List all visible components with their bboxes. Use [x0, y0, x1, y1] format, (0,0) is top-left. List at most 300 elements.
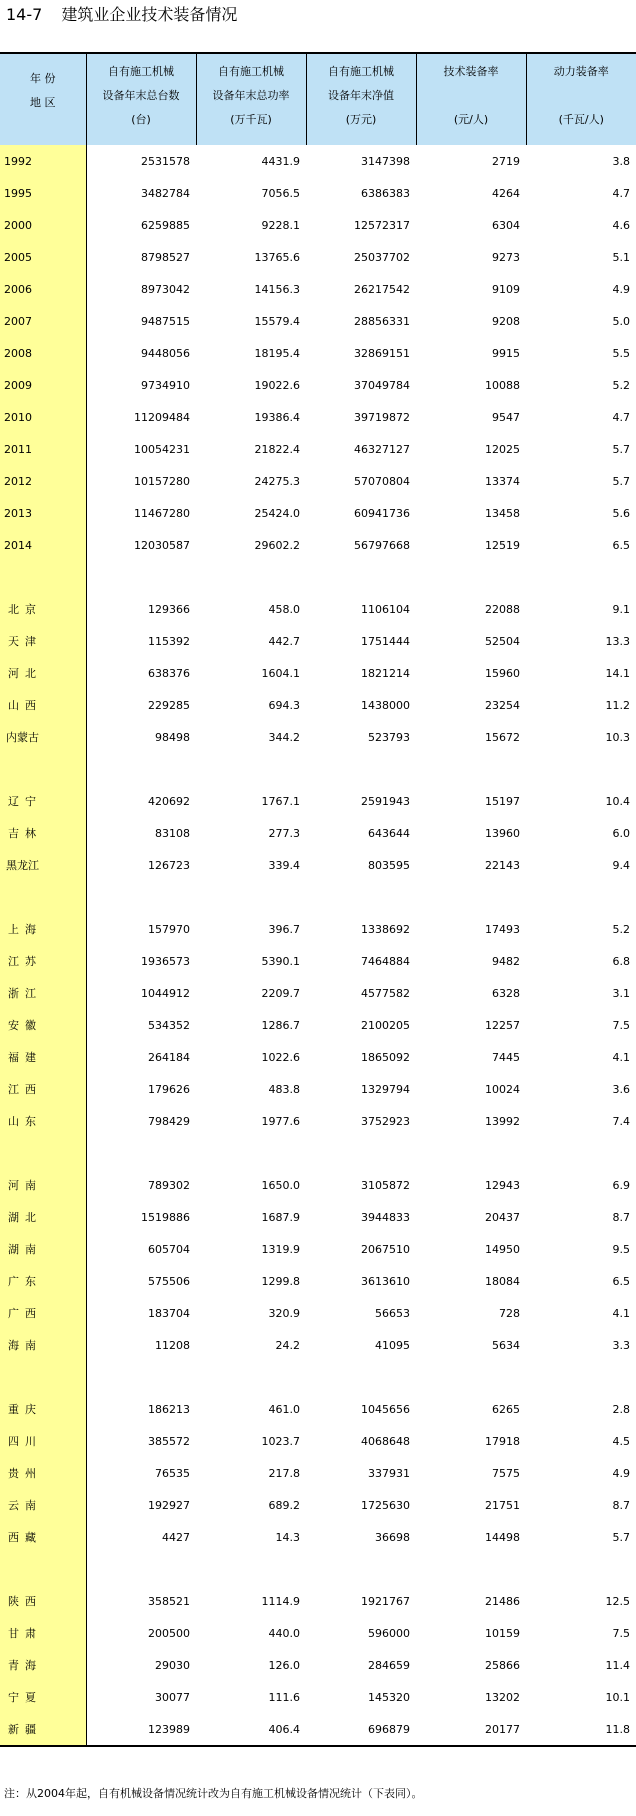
cell-power-rate: 9.1 [612, 602, 630, 616]
table-row [0, 1521, 636, 1553]
cell-machine-power: 5390.1 [261, 954, 300, 968]
cell-machine-power: 1687.9 [261, 1210, 300, 1224]
cell-machine-power: 15579.4 [254, 314, 300, 328]
cell-net-value: 60941736 [354, 506, 410, 520]
cell-machine-power: 19386.4 [254, 410, 300, 424]
cell-machine-count: 4427 [162, 1530, 190, 1544]
cell-tech-rate: 9482 [492, 954, 520, 968]
cell-machine-count: 9448056 [141, 346, 190, 360]
cell-machine-count: 123989 [148, 1722, 190, 1736]
equipment-table-container [0, 52, 636, 1747]
header-line: 自有施工机械 [218, 65, 284, 78]
cell-net-value: 523793 [368, 730, 410, 744]
table-row [0, 1393, 636, 1425]
cell-machine-power: 689.2 [268, 1498, 300, 1512]
row-region-label: 江苏 [0, 945, 86, 977]
cell-net-value: 2100205 [361, 1018, 410, 1032]
cell-net-value: 41095 [375, 1338, 410, 1352]
spacer-cell [86, 753, 636, 785]
cell-net-value: 803595 [368, 858, 410, 872]
table-row [0, 1009, 636, 1041]
header-power-equipment-rate [526, 53, 636, 145]
cell-power-rate: 8.7 [612, 1210, 630, 1224]
cell-tech-rate: 14498 [485, 1530, 520, 1544]
cell-tech-rate: 12519 [485, 538, 520, 552]
cell-machine-count: 1044912 [141, 986, 190, 1000]
spacer-cell [86, 1553, 636, 1585]
cell-power-rate: 10.3 [605, 730, 630, 744]
row-region-label: 黑龙江 [0, 849, 86, 881]
cell-tech-rate: 13458 [485, 506, 520, 520]
cell-tech-rate: 23254 [485, 698, 520, 712]
cell-machine-count: 798429 [148, 1114, 190, 1128]
table-row [0, 1585, 636, 1617]
cell-power-rate: 5.2 [612, 378, 630, 392]
row-region-label: 山东 [0, 1105, 86, 1137]
cell-machine-count: 2531578 [141, 154, 190, 168]
cell-machine-power: 1977.6 [261, 1114, 300, 1128]
cell-machine-count: 126723 [148, 858, 190, 872]
cell-machine-power: 14.3 [275, 1530, 300, 1544]
cell-power-rate: 5.7 [612, 442, 630, 456]
equipment-table [0, 52, 636, 1747]
cell-power-rate: 3.3 [612, 1338, 630, 1352]
row-region-label: 广东 [0, 1265, 86, 1297]
cell-power-rate: 6.9 [612, 1178, 630, 1192]
header-tech-equipment-rate [416, 53, 526, 145]
cell-tech-rate: 17493 [485, 922, 520, 936]
table-spacer-row [0, 1553, 636, 1585]
cell-machine-count: 200500 [148, 1626, 190, 1640]
cell-power-rate: 9.5 [612, 1242, 630, 1256]
cell-machine-power: 406.4 [268, 1722, 300, 1736]
cell-machine-count: 6259885 [141, 218, 190, 232]
cell-machine-count: 420692 [148, 794, 190, 808]
header-unit: (千瓦/人) [558, 113, 604, 126]
cell-net-value: 1338692 [361, 922, 410, 936]
header-region-label: 地 区 [30, 96, 56, 109]
cell-power-rate: 4.6 [612, 218, 630, 232]
cell-tech-rate: 9915 [492, 346, 520, 360]
cell-net-value: 3147398 [361, 154, 410, 168]
header-year-region [0, 53, 86, 145]
row-region-label: 新疆 [0, 1713, 86, 1746]
cell-machine-power: 24275.3 [254, 474, 300, 488]
cell-power-rate: 5.0 [612, 314, 630, 328]
cell-power-rate: 11.2 [605, 698, 630, 712]
cell-tech-rate: 14950 [485, 1242, 520, 1256]
row-year-label: 2013 [0, 497, 86, 529]
cell-machine-count: 9734910 [141, 378, 190, 392]
cell-net-value: 56653 [375, 1306, 410, 1320]
table-row [0, 465, 636, 497]
table-row [0, 785, 636, 817]
cell-tech-rate: 13992 [485, 1114, 520, 1128]
header-unit: (台) [131, 113, 151, 126]
header-line: 设备年末总台数 [102, 89, 180, 102]
table-row [0, 305, 636, 337]
cell-tech-rate: 7575 [492, 1466, 520, 1480]
table-row [0, 369, 636, 401]
cell-machine-count: 29030 [155, 1658, 190, 1672]
cell-machine-count: 12030587 [134, 538, 190, 552]
table-row [0, 593, 636, 625]
cell-net-value: 145320 [368, 1690, 410, 1704]
cell-net-value: 596000 [368, 1626, 410, 1640]
cell-machine-count: 8973042 [141, 282, 190, 296]
cell-machine-count: 358521 [148, 1594, 190, 1608]
cell-net-value: 1725630 [361, 1498, 410, 1512]
spacer-cell [86, 561, 636, 593]
cell-tech-rate: 12943 [485, 1178, 520, 1192]
cell-power-rate: 10.4 [605, 794, 630, 808]
spacer-cell [86, 1137, 636, 1169]
header-machine-net-value [306, 53, 416, 145]
cell-net-value: 6386383 [361, 186, 410, 200]
cell-power-rate: 5.2 [612, 922, 630, 936]
cell-tech-rate: 2719 [492, 154, 520, 168]
row-region-label: 西藏 [0, 1521, 86, 1553]
row-region-label: 甘肃 [0, 1617, 86, 1649]
cell-net-value: 56797668 [354, 538, 410, 552]
spacer-label-cell [0, 1553, 86, 1585]
cell-tech-rate: 15960 [485, 666, 520, 680]
row-region-label: 四川 [0, 1425, 86, 1457]
cell-power-rate: 3.6 [612, 1082, 630, 1096]
cell-machine-power: 29602.2 [254, 538, 300, 552]
cell-net-value: 643644 [368, 826, 410, 840]
cell-power-rate: 10.1 [605, 1690, 630, 1704]
cell-tech-rate: 13374 [485, 474, 520, 488]
cell-tech-rate: 20437 [485, 1210, 520, 1224]
cell-power-rate: 13.3 [605, 634, 630, 648]
table-row [0, 1617, 636, 1649]
row-region-label: 天津 [0, 625, 86, 657]
cell-net-value: 696879 [368, 1722, 410, 1736]
row-region-label: 广西 [0, 1297, 86, 1329]
cell-machine-count: 129366 [148, 602, 190, 616]
cell-net-value: 1751444 [361, 634, 410, 648]
cell-net-value: 4577582 [361, 986, 410, 1000]
table-row [0, 1457, 636, 1489]
cell-net-value: 1921767 [361, 1594, 410, 1608]
table-row [0, 177, 636, 209]
cell-machine-power: 1604.1 [261, 666, 300, 680]
table-row [0, 1649, 636, 1681]
row-year-label: 2007 [0, 305, 86, 337]
cell-power-rate: 4.9 [612, 1466, 630, 1480]
cell-power-rate: 4.1 [612, 1306, 630, 1320]
row-region-label: 河北 [0, 657, 86, 689]
row-region-label: 内蒙古 [0, 721, 86, 753]
table-title-text: 建筑业企业技术装备情况 [61, 5, 238, 24]
spacer-label-cell [0, 881, 86, 913]
cell-machine-count: 98498 [155, 730, 190, 744]
table-number: 14-7 [6, 5, 43, 24]
cell-tech-rate: 4264 [492, 186, 520, 200]
cell-machine-power: 1114.9 [261, 1594, 300, 1608]
cell-tech-rate: 15197 [485, 794, 520, 808]
table-row [0, 1073, 636, 1105]
cell-machine-power: 19022.6 [254, 378, 300, 392]
row-region-label: 海南 [0, 1329, 86, 1361]
cell-tech-rate: 21751 [485, 1498, 520, 1512]
table-spacer-row [0, 753, 636, 785]
row-year-label: 2005 [0, 241, 86, 273]
row-year-label: 2011 [0, 433, 86, 465]
cell-machine-count: 534352 [148, 1018, 190, 1032]
cell-machine-count: 9487515 [141, 314, 190, 328]
cell-power-rate: 9.4 [612, 858, 630, 872]
table-row [0, 1681, 636, 1713]
cell-net-value: 37049784 [354, 378, 410, 392]
table-row [0, 433, 636, 465]
cell-machine-count: 605704 [148, 1242, 190, 1256]
table-row [0, 657, 636, 689]
cell-net-value: 3944833 [361, 1210, 410, 1224]
row-region-label: 浙江 [0, 977, 86, 1009]
row-region-label: 辽宁 [0, 785, 86, 817]
row-region-label: 宁夏 [0, 1681, 86, 1713]
table-row [0, 977, 636, 1009]
cell-net-value: 3613610 [361, 1274, 410, 1288]
cell-net-value: 3752923 [361, 1114, 410, 1128]
cell-tech-rate: 12025 [485, 442, 520, 456]
cell-machine-count: 385572 [148, 1434, 190, 1448]
footnote: 注：从2004年起，自有机械设备情况统计改为自有施工机械设备情况统计（下表同）。 [4, 1787, 423, 1800]
cell-net-value: 12572317 [354, 218, 410, 232]
table-row [0, 241, 636, 273]
table-row [0, 1713, 636, 1746]
cell-machine-power: 18195.4 [254, 346, 300, 360]
row-region-label: 北京 [0, 593, 86, 625]
table-row [0, 1425, 636, 1457]
table-row [0, 497, 636, 529]
cell-tech-rate: 21486 [485, 1594, 520, 1608]
cell-tech-rate: 9109 [492, 282, 520, 296]
cell-machine-power: 1299.8 [261, 1274, 300, 1288]
cell-tech-rate: 6328 [492, 986, 520, 1000]
cell-machine-count: 115392 [148, 634, 190, 648]
table-row [0, 913, 636, 945]
cell-tech-rate: 728 [499, 1306, 520, 1320]
cell-machine-power: 320.9 [268, 1306, 300, 1320]
cell-net-value: 3105872 [361, 1178, 410, 1192]
table-row [0, 689, 636, 721]
cell-power-rate: 6.5 [612, 538, 630, 552]
table-spacer-row [0, 1137, 636, 1169]
spacer-cell [86, 881, 636, 913]
cell-net-value: 1438000 [361, 698, 410, 712]
table-row [0, 1041, 636, 1073]
cell-power-rate: 5.6 [612, 506, 630, 520]
cell-machine-power: 442.7 [268, 634, 300, 648]
cell-machine-power: 1022.6 [261, 1050, 300, 1064]
row-year-label: 2012 [0, 465, 86, 497]
header-year-label: 年 份 [30, 72, 56, 85]
cell-machine-count: 76535 [155, 1466, 190, 1480]
spacer-label-cell [0, 561, 86, 593]
cell-net-value: 2067510 [361, 1242, 410, 1256]
cell-machine-power: 24.2 [275, 1338, 300, 1352]
row-year-label: 2014 [0, 529, 86, 561]
table-row [0, 209, 636, 241]
cell-power-rate: 5.7 [612, 474, 630, 488]
header-line: 自有施工机械 [328, 65, 394, 78]
table-row [0, 273, 636, 305]
row-region-label: 福建 [0, 1041, 86, 1073]
cell-net-value: 32869151 [354, 346, 410, 360]
cell-power-rate: 8.7 [612, 1498, 630, 1512]
cell-machine-count: 229285 [148, 698, 190, 712]
table-row [0, 945, 636, 977]
header-line: 设备年末总功率 [212, 89, 290, 102]
header-unit: (万元) [345, 113, 377, 126]
cell-machine-power: 217.8 [268, 1466, 300, 1480]
table-spacer-row [0, 1361, 636, 1393]
cell-net-value: 1106104 [361, 602, 410, 616]
cell-power-rate: 3.1 [612, 986, 630, 1000]
header-line [419, 84, 524, 108]
table-row [0, 337, 636, 369]
cell-net-value: 1045656 [361, 1402, 410, 1416]
cell-tech-rate: 6265 [492, 1402, 520, 1416]
cell-tech-rate: 6304 [492, 218, 520, 232]
table-body [0, 145, 636, 1746]
cell-net-value: 284659 [368, 1658, 410, 1672]
spacer-label-cell [0, 1137, 86, 1169]
row-region-label: 山西 [0, 689, 86, 721]
cell-power-rate: 4.1 [612, 1050, 630, 1064]
row-region-label: 吉林 [0, 817, 86, 849]
table-row [0, 1489, 636, 1521]
cell-machine-count: 192927 [148, 1498, 190, 1512]
row-region-label: 湖南 [0, 1233, 86, 1265]
cell-tech-rate: 15672 [485, 730, 520, 744]
cell-net-value: 4068648 [361, 1434, 410, 1448]
cell-net-value: 39719872 [354, 410, 410, 424]
table-row [0, 721, 636, 753]
cell-machine-power: 344.2 [268, 730, 300, 744]
header-machine-count [86, 53, 196, 145]
table-row [0, 401, 636, 433]
row-region-label: 安徽 [0, 1009, 86, 1041]
cell-machine-count: 11467280 [134, 506, 190, 520]
table-title [6, 4, 237, 26]
cell-power-rate: 5.1 [612, 250, 630, 264]
row-year-label: 2009 [0, 369, 86, 401]
table-spacer-row [0, 561, 636, 593]
cell-tech-rate: 20177 [485, 1722, 520, 1736]
cell-machine-count: 789302 [148, 1178, 190, 1192]
cell-power-rate: 12.5 [605, 1594, 630, 1608]
cell-power-rate: 4.9 [612, 282, 630, 296]
cell-machine-count: 10157280 [134, 474, 190, 488]
spacer-cell [86, 1361, 636, 1393]
header-line: 设备年末净值 [328, 89, 394, 102]
cell-tech-rate: 52504 [485, 634, 520, 648]
cell-machine-count: 83108 [155, 826, 190, 840]
cell-net-value: 1329794 [361, 1082, 410, 1096]
cell-machine-power: 483.8 [268, 1082, 300, 1096]
cell-machine-power: 1319.9 [261, 1242, 300, 1256]
cell-machine-count: 30077 [155, 1690, 190, 1704]
cell-machine-power: 111.6 [268, 1690, 300, 1704]
cell-power-rate: 4.7 [612, 186, 630, 200]
cell-machine-count: 179626 [148, 1082, 190, 1096]
cell-machine-count: 3482784 [141, 186, 190, 200]
row-year-label: 2006 [0, 273, 86, 305]
table-row [0, 1201, 636, 1233]
cell-tech-rate: 22143 [485, 858, 520, 872]
cell-tech-rate: 12257 [485, 1018, 520, 1032]
row-year-label: 2008 [0, 337, 86, 369]
cell-power-rate: 14.1 [605, 666, 630, 680]
cell-net-value: 1821214 [361, 666, 410, 680]
row-region-label: 湖北 [0, 1201, 86, 1233]
cell-tech-rate: 13202 [485, 1690, 520, 1704]
table-row [0, 1329, 636, 1361]
row-year-label: 2010 [0, 401, 86, 433]
cell-machine-power: 25424.0 [254, 506, 300, 520]
cell-net-value: 1865092 [361, 1050, 410, 1064]
header-unit: (万千瓦) [230, 113, 272, 126]
cell-power-rate: 11.8 [605, 1722, 630, 1736]
cell-machine-power: 1023.7 [261, 1434, 300, 1448]
row-region-label: 陕西 [0, 1585, 86, 1617]
row-year-label: 2000 [0, 209, 86, 241]
cell-tech-rate: 18084 [485, 1274, 520, 1288]
cell-net-value: 57070804 [354, 474, 410, 488]
cell-machine-power: 1767.1 [261, 794, 300, 808]
cell-tech-rate: 9273 [492, 250, 520, 264]
cell-tech-rate: 13960 [485, 826, 520, 840]
cell-tech-rate: 9547 [492, 410, 520, 424]
cell-tech-rate: 25866 [485, 1658, 520, 1672]
cell-power-rate: 3.8 [612, 154, 630, 168]
table-row [0, 1169, 636, 1201]
cell-machine-count: 638376 [148, 666, 190, 680]
cell-machine-count: 264184 [148, 1050, 190, 1064]
table-row [0, 1105, 636, 1137]
cell-machine-power: 339.4 [268, 858, 300, 872]
table-row [0, 625, 636, 657]
cell-tech-rate: 10159 [485, 1626, 520, 1640]
header-line: 自有施工机械 [108, 65, 174, 78]
table-row [0, 1297, 636, 1329]
cell-tech-rate: 5634 [492, 1338, 520, 1352]
cell-tech-rate: 10088 [485, 378, 520, 392]
cell-machine-power: 461.0 [268, 1402, 300, 1416]
header-line: 技术装备率 [443, 65, 499, 78]
cell-machine-power: 126.0 [268, 1658, 300, 1672]
cell-power-rate: 4.7 [612, 410, 630, 424]
cell-power-rate: 7.5 [612, 1018, 630, 1032]
cell-power-rate: 4.5 [612, 1434, 630, 1448]
cell-net-value: 2591943 [361, 794, 410, 808]
cell-machine-power: 458.0 [268, 602, 300, 616]
cell-power-rate: 6.5 [612, 1274, 630, 1288]
cell-machine-power: 277.3 [268, 826, 300, 840]
cell-machine-count: 186213 [148, 1402, 190, 1416]
spacer-label-cell [0, 753, 86, 785]
cell-machine-count: 11208 [155, 1338, 190, 1352]
row-region-label: 上海 [0, 913, 86, 945]
table-header [0, 53, 636, 145]
row-region-label: 青海 [0, 1649, 86, 1681]
cell-net-value: 46327127 [354, 442, 410, 456]
cell-machine-power: 1286.7 [261, 1018, 300, 1032]
